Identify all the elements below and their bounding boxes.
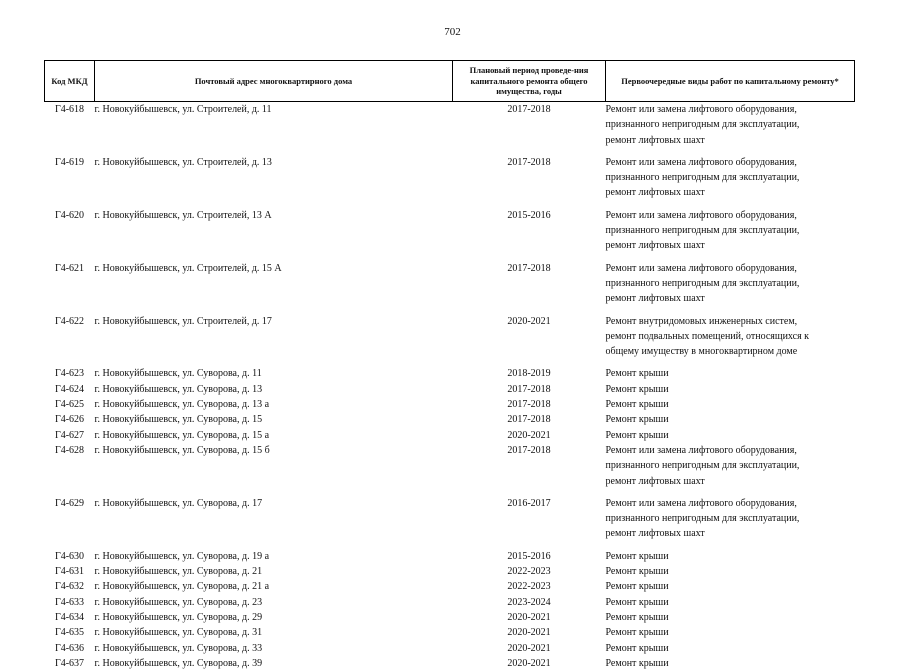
row-period: 2020-2021 <box>453 428 606 443</box>
row-code: Г4-630 <box>45 549 95 564</box>
row-works-line: Ремонт крыши <box>606 595 855 610</box>
row-period: 2023-2024 <box>453 595 606 610</box>
row-code: Г4-631 <box>45 564 95 579</box>
row-code: Г4-637 <box>45 656 95 671</box>
page-number: 702 <box>0 26 905 38</box>
row-works <box>606 549 855 564</box>
table-body <box>45 102 855 671</box>
header-code: Код МКД <box>45 61 95 102</box>
row-code: Г4-623 <box>45 366 95 381</box>
row-code: Г4-626 <box>45 412 95 427</box>
row-address: г. Новокуйбышевск, ул. Суворова, д. 31 <box>95 625 453 640</box>
row-period: 2017-2018 <box>453 443 606 496</box>
row-code: Г4-625 <box>45 397 95 412</box>
table-row <box>45 610 855 625</box>
row-code: Г4-627 <box>45 428 95 443</box>
row-code: Г4-635 <box>45 625 95 640</box>
table-row <box>45 314 855 367</box>
row-period: 2017-2018 <box>453 397 606 412</box>
row-works <box>606 625 855 640</box>
row-period: 2020-2021 <box>453 625 606 640</box>
row-address: г. Новокуйбышевск, ул. Суворова, д. 13 а <box>95 397 453 412</box>
table-row <box>45 208 855 261</box>
row-works-line: ремонт лифтовых шахт <box>606 474 855 489</box>
row-code: Г4-636 <box>45 641 95 656</box>
row-period: 2018-2019 <box>453 366 606 381</box>
row-code: Г4-622 <box>45 314 95 367</box>
row-works <box>606 656 855 671</box>
table-header-row <box>45 61 855 102</box>
row-works <box>606 579 855 594</box>
row-works-line: признанного непригодным для эксплуатации, <box>606 276 855 291</box>
row-address: г. Новокуйбышевск, ул. Суворова, д. 15 а <box>95 428 453 443</box>
row-address: г. Новокуйбышевск, ул. Суворова, д. 15 б <box>95 443 453 496</box>
row-works <box>606 382 855 397</box>
table-row <box>45 412 855 427</box>
row-works-line: признанного непригодным для эксплуатации, <box>606 511 855 526</box>
row-period: 2020-2021 <box>453 641 606 656</box>
table-row <box>45 443 855 496</box>
table-row <box>45 428 855 443</box>
row-works-line: Ремонт крыши <box>606 625 855 640</box>
row-works <box>606 397 855 412</box>
row-period: 2020-2021 <box>453 656 606 671</box>
row-period: 2020-2021 <box>453 314 606 367</box>
row-works <box>606 366 855 381</box>
table-row <box>45 155 855 208</box>
row-period: 2017-2018 <box>453 412 606 427</box>
row-works-line: Ремонт крыши <box>606 366 855 381</box>
table-row <box>45 625 855 640</box>
row-address: г. Новокуйбышевск, ул. Суворова, д. 39 <box>95 656 453 671</box>
row-address: г. Новокуйбышевск, ул. Суворова, д. 29 <box>95 610 453 625</box>
row-works-line: ремонт лифтовых шахт <box>606 185 855 200</box>
row-works-line: Ремонт внутридомовых инженерных систем, <box>606 314 855 329</box>
header-address: Почтовый адрес многоквартирного дома <box>95 61 453 102</box>
row-works-line: общему имуществу в многоквартирном доме <box>606 344 855 359</box>
row-address: г. Новокуйбышевск, ул. Суворова, д. 19 а <box>95 549 453 564</box>
row-period: 2017-2018 <box>453 102 606 155</box>
row-address: г. Новокуйбышевск, ул. Строителей, 13 А <box>95 208 453 261</box>
row-works-line: Ремонт крыши <box>606 656 855 671</box>
table-row <box>45 656 855 671</box>
row-works-line: Ремонт крыши <box>606 641 855 656</box>
row-code: Г4-629 <box>45 496 95 549</box>
table-row <box>45 102 855 155</box>
row-works <box>606 595 855 610</box>
table-row <box>45 496 855 549</box>
row-address: г. Новокуйбышевск, ул. Строителей, д. 17 <box>95 314 453 367</box>
row-works-line: Ремонт крыши <box>606 564 855 579</box>
capital-repair-table <box>44 60 855 671</box>
row-period: 2015-2016 <box>453 549 606 564</box>
row-works-line: признанного непригодным для эксплуатации, <box>606 458 855 473</box>
row-works-line: Ремонт или замена лифтового оборудования, <box>606 155 855 170</box>
row-code: Г4-618 <box>45 102 95 155</box>
row-address: г. Новокуйбышевск, ул. Суворова, д. 13 <box>95 382 453 397</box>
row-works <box>606 102 855 155</box>
row-address: г. Новокуйбышевск, ул. Суворова, д. 17 <box>95 496 453 549</box>
row-address: г. Новокуйбышевск, ул. Строителей, д. 11 <box>95 102 453 155</box>
header-period: Плановый период проведе-ния капитального ремонта общего имущества, годы <box>453 61 606 102</box>
row-works-line: Ремонт крыши <box>606 412 855 427</box>
row-period: 2017-2018 <box>453 261 606 314</box>
row-works-line: Ремонт или замена лифтового оборудования, <box>606 443 855 458</box>
row-works-line: Ремонт крыши <box>606 428 855 443</box>
row-period: 2020-2021 <box>453 610 606 625</box>
row-works-line: ремонт лифтовых шахт <box>606 133 855 148</box>
row-code: Г4-628 <box>45 443 95 496</box>
row-works-line: Ремонт крыши <box>606 382 855 397</box>
row-address: г. Новокуйбышевск, ул. Суворова, д. 21 а <box>95 579 453 594</box>
row-period: 2017-2018 <box>453 382 606 397</box>
row-works <box>606 610 855 625</box>
row-works <box>606 155 855 208</box>
row-works-line: ремонт лифтовых шахт <box>606 291 855 306</box>
header-works: Первоочередные виды работ по капитальному ремонту* <box>606 61 855 102</box>
row-works <box>606 443 855 496</box>
row-works-line: ремонт лифтовых шахт <box>606 238 855 253</box>
table-row <box>45 366 855 381</box>
row-works <box>606 496 855 549</box>
row-works <box>606 564 855 579</box>
row-code: Г4-619 <box>45 155 95 208</box>
row-works <box>606 641 855 656</box>
row-works-line: признанного непригодным для эксплуатации, <box>606 223 855 238</box>
row-works-line: ремонт лифтовых шахт <box>606 526 855 541</box>
row-works-line: Ремонт крыши <box>606 610 855 625</box>
row-period: 2015-2016 <box>453 208 606 261</box>
row-period: 2017-2018 <box>453 155 606 208</box>
row-address: г. Новокуйбышевск, ул. Строителей, д. 15 А <box>95 261 453 314</box>
row-period: 2022-2023 <box>453 564 606 579</box>
row-works-line: признанного непригодным для эксплуатации, <box>606 117 855 132</box>
row-works-line: Ремонт или замена лифтового оборудования, <box>606 102 855 117</box>
row-works-line: признанного непригодным для эксплуатации, <box>606 170 855 185</box>
row-works-line: Ремонт или замена лифтового оборудования, <box>606 496 855 511</box>
row-works-line: Ремонт крыши <box>606 549 855 564</box>
row-code: Г4-633 <box>45 595 95 610</box>
table-row <box>45 397 855 412</box>
row-address: г. Новокуйбышевск, ул. Строителей, д. 13 <box>95 155 453 208</box>
row-works <box>606 412 855 427</box>
row-code: Г4-621 <box>45 261 95 314</box>
row-address: г. Новокуйбышевск, ул. Суворова, д. 23 <box>95 595 453 610</box>
row-period: 2022-2023 <box>453 579 606 594</box>
row-address: г. Новокуйбышевск, ул. Суворова, д. 21 <box>95 564 453 579</box>
row-address: г. Новокуйбышевск, ул. Суворова, д. 33 <box>95 641 453 656</box>
row-works-line: Ремонт или замена лифтового оборудования, <box>606 261 855 276</box>
row-works <box>606 428 855 443</box>
row-code: Г4-634 <box>45 610 95 625</box>
row-address: г. Новокуйбышевск, ул. Суворова, д. 15 <box>95 412 453 427</box>
table-row <box>45 641 855 656</box>
row-works-line: Ремонт или замена лифтового оборудования, <box>606 208 855 223</box>
row-code: Г4-624 <box>45 382 95 397</box>
table-row <box>45 382 855 397</box>
table-row <box>45 261 855 314</box>
row-works-line: Ремонт крыши <box>606 579 855 594</box>
table-row <box>45 579 855 594</box>
row-works <box>606 314 855 367</box>
row-works-line: ремонт подвальных помещений, относящихся к <box>606 329 855 344</box>
row-works-line: Ремонт крыши <box>606 397 855 412</box>
row-works <box>606 208 855 261</box>
table-row <box>45 549 855 564</box>
row-code: Г4-632 <box>45 579 95 594</box>
table-row <box>45 564 855 579</box>
row-period: 2016-2017 <box>453 496 606 549</box>
row-code: Г4-620 <box>45 208 95 261</box>
row-address: г. Новокуйбышевск, ул. Суворова, д. 11 <box>95 366 453 381</box>
table-row <box>45 595 855 610</box>
row-works <box>606 261 855 314</box>
